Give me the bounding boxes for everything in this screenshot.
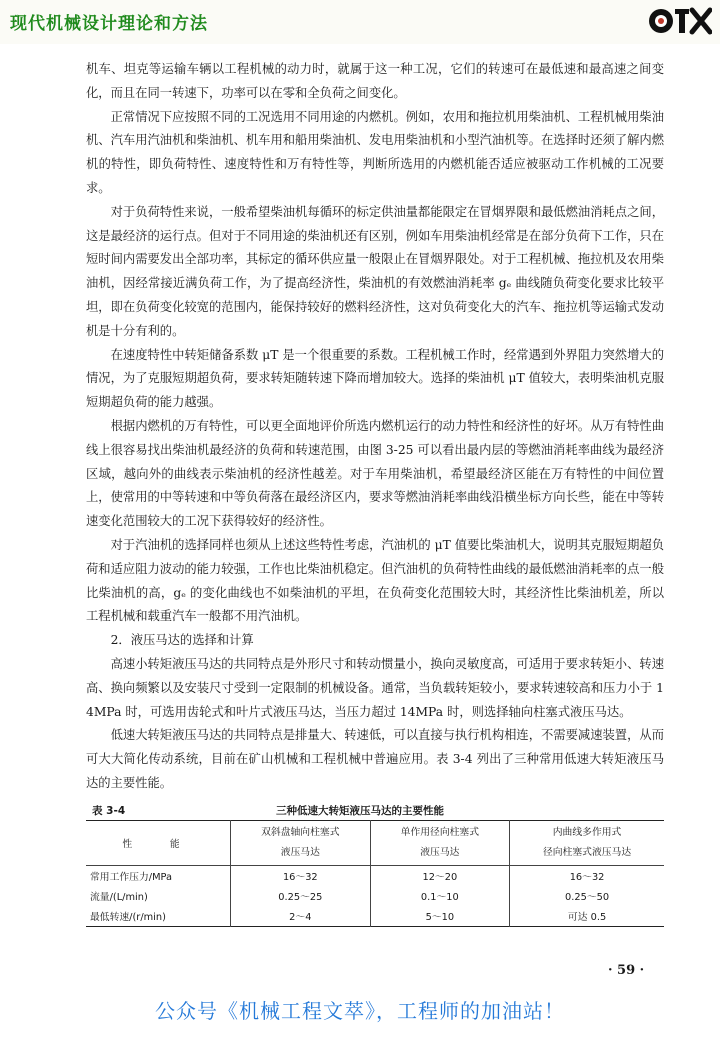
table-cell: 可达 0.5 bbox=[510, 906, 664, 927]
row-label: 最低转速/(r/min) bbox=[90, 911, 166, 923]
section-heading: 2．液压马达的选择和计算 bbox=[110, 633, 254, 648]
page-number: · 59 · bbox=[608, 963, 645, 978]
table-row bbox=[86, 906, 664, 927]
table-title: 三种低速大转矩液压马达的主要性能 bbox=[276, 804, 444, 817]
paragraph: 对于负荷特性来说，一般希望柴油机每循环的标定供油量都能限定在冒烟界限和最低燃油消耗点之间，这是最经济的运行点。但对于不同用途的柴油机还有区别，例如车用柴油机经常是在部分负荷下工作，只在短时间内需要发出全部功率，其标定的循环供应量一般限止在冒烟界限处。对于工程机械、拖拉机及农用柴油机，因经常接近满负荷工作，为了提高经济性，柴油机的有效燃油消耗率 gₑ 曲线随负荷变化要求比较平坦，即在负荷变化较宽的范围内，能保持较好的燃料经济性，这对负荷变化大的汽车、拖拉机等运输式发动机是十分有利的。 bbox=[86, 204, 664, 338]
paragraph: 在速度特性中转矩储备系数 μT 是一个很重要的系数。工程机械工作时，经常遇到外界阻力突然增大的情况，为了克服短期超负荷，要求转矩随转速下降而增加较大。选择的柴油机 μT 值较大，表明柴油机克服短期超负荷的能力越强。 bbox=[86, 347, 664, 410]
header-bar bbox=[0, 0, 720, 44]
paragraph: 正常情况下应按照不同的工况选用不同用途的内燃机。例如，农用和拖拉机用柴油机、工程机械用柴油机、汽车用汽油机和柴油机、机车用和船用柴油机、发电用柴油机和小型汽油机等。在选择时还须了解内燃机的特性，即负荷特性、速度特性和万有特性等，判断所选用的内燃机能否适应被驱动工作机械的工况要求。 bbox=[86, 109, 664, 195]
row-label: 流量/(L/min) bbox=[90, 891, 148, 903]
footer-banner: 公众号《机械工程文萃》，工程师的加油站！ bbox=[155, 999, 565, 1023]
publisher-logo bbox=[648, 4, 712, 38]
table-row bbox=[86, 865, 664, 886]
table-cell: 5～10 bbox=[370, 906, 510, 927]
table-cell: 0.1～10 bbox=[370, 886, 510, 906]
table-cell: 0.25～50 bbox=[510, 886, 664, 906]
page-content bbox=[86, 58, 664, 927]
paragraph: 低速大转矩液压马达的共同特点是排量大、转速低，可以直接与执行机构相连，不需要减速装置，从而可大大简化传动系统，目前在矿山机械和工程机械中普遍应用。表 3-4 列出了三种常用低速大转矩液压马达的主要性能。 bbox=[86, 728, 664, 790]
paragraph: 对于汽油机的选择同样也须从上述这些特性考虑，汽油机的 μT 值要比柴油机大，说明其克服短期超负荷和适应阻力波动的能力较强，工作也比柴油机稳定。但汽油机的负荷特性曲线的最低燃油消耗率的点一般比柴油机的高，gₑ 的变化曲线也不如柴油机的平坦，在负荷变化范围较大时，其经济性比柴油机差，所以工程机械和载重汽车一般都不用汽油机。 bbox=[86, 537, 664, 624]
table-cell: 16～32 bbox=[231, 865, 371, 886]
table-cell: 12～20 bbox=[370, 865, 510, 886]
table-cell: 16～32 bbox=[510, 865, 664, 886]
column-header: 双斜盘轴向柱塞式 液压马达 bbox=[231, 820, 371, 865]
paragraph: 根据内燃机的万有特性，可以更全面地评价所选内燃机运行的动力特性和经济性的好坏。从万有特性曲线上很容易找出柴油机最经济的负荷和转速范围，由图 3-25 可以看出最内层的等燃油消耗率曲线为最经济区域，越向外的曲线表示柴油机的经济性越差。对于车用柴油机，希望最经济区能在万有特性的中间位置上，使常用的中等转速和中等负荷落在最经济区内，要求等燃油消耗率曲线沿横坐标方向长些，能在中等转速变化范围较大的工况下获得较好的经济性。 bbox=[86, 418, 664, 529]
table-row bbox=[86, 886, 664, 906]
row-label: 常用工作压力/MPa bbox=[90, 871, 173, 883]
table-number: 表 3-4 bbox=[92, 804, 126, 817]
paragraph: 机车、坦克等运输车辆以工程机械的动力时，就属于这一种工况，它们的转速可在最低速和最高速之间变化，而且在同一转速下，功率可以在零和全负荷之间变化。 bbox=[86, 62, 664, 100]
column-header: 单作用径向柱塞式 液压马达 bbox=[370, 820, 510, 865]
row-header: 性 能 bbox=[86, 820, 231, 865]
column-header: 内曲线多作用式 径向柱塞式液压马达 bbox=[510, 820, 664, 865]
book-title: 现代机械设计理论和方法 bbox=[10, 14, 208, 34]
table-cell: 2～4 bbox=[231, 906, 371, 927]
performance-table bbox=[86, 820, 664, 927]
paragraph: 高速小转矩液压马达的共同特点是外形尺寸和转动惯量小，换向灵敏度高，可适用于要求转矩小、转速高、换向频繁以及安装尺寸受到一定限制的机械设备。通常，当负载转矩较小，要求转速较高和压力小于 14MPa 时，可选用齿轮式和叶片式液压马达，当压力超过 14MPa 时，则选择轴向柱塞式液压马达。 bbox=[86, 656, 664, 719]
table-caption bbox=[86, 800, 664, 820]
table-header-row bbox=[86, 820, 664, 865]
table-cell: 0.25～25 bbox=[231, 886, 371, 906]
